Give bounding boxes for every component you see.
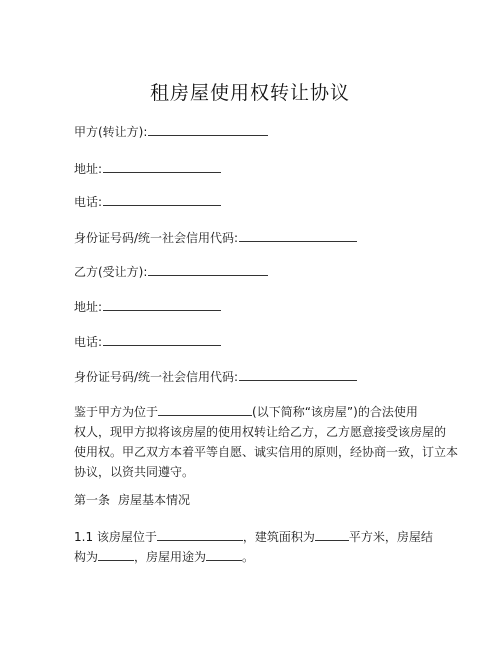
id-a-label: 身份证号码/统一社会信用代码: <box>74 231 239 245</box>
party-b-label: 乙方(受让方): <box>74 265 148 279</box>
address-b-label: 地址: <box>74 300 103 314</box>
id-a-field <box>74 230 357 246</box>
clause-line-1 <box>74 527 436 547</box>
article-heading: 房屋基本情况 <box>118 493 191 507</box>
preamble-paragraph <box>74 402 459 482</box>
clause-text: 平方米，房屋结 <box>348 530 433 544</box>
phone-a-field <box>74 194 221 210</box>
preamble-line-2 <box>74 422 447 442</box>
clause-text: 。 <box>242 550 255 564</box>
clause-line-2 <box>74 547 436 567</box>
preamble-line-3 <box>74 442 459 462</box>
party-a-label: 甲方(转让方): <box>74 125 148 139</box>
clause-text: 构为 <box>74 550 99 564</box>
usage-blank[interactable] <box>206 548 242 561</box>
phone-b-blank[interactable] <box>103 334 221 346</box>
address-b-blank[interactable] <box>103 299 221 311</box>
address-a-blank[interactable] <box>103 161 221 173</box>
preamble-text: 鉴于甲方为位于 <box>74 405 159 419</box>
phone-b-label: 电话: <box>74 335 103 349</box>
address-a-label: 地址: <box>74 162 103 176</box>
clause-1-1 <box>74 527 436 567</box>
preamble-text: 使用权。甲乙双方本着平等自愿、诚实信用的原则，经协商一致，订立本 <box>74 445 459 459</box>
party-b-field <box>74 264 268 280</box>
party-a-field <box>74 124 268 140</box>
address-b-field <box>74 299 221 315</box>
property-location-blank[interactable] <box>158 403 252 416</box>
preamble-text: 权人，现甲方拟将该房屋的使用权转让给乙方，乙方愿意接受该房屋的 <box>74 425 447 439</box>
location-blank[interactable] <box>157 528 243 541</box>
clause-text: 1.1 该房屋位于 <box>74 530 157 544</box>
phone-a-label: 电话: <box>74 195 103 209</box>
clause-text: ，房屋用途为 <box>134 550 207 564</box>
phone-b-field <box>74 334 221 350</box>
article-number: 第一条 <box>74 493 111 507</box>
preamble-line-1 <box>74 402 436 422</box>
structure-blank[interactable] <box>98 548 134 561</box>
article-1-heading <box>74 492 190 508</box>
party-b-blank[interactable] <box>148 264 268 276</box>
id-b-label: 身份证号码/统一社会信用代码: <box>74 370 239 384</box>
preamble-text: (以下简称“该房屋”)的合法使用 <box>252 405 418 419</box>
id-b-field <box>74 369 357 385</box>
area-blank[interactable] <box>315 528 349 541</box>
address-a-field <box>74 161 221 177</box>
clause-text: ，建筑面积为 <box>242 530 315 544</box>
id-b-blank[interactable] <box>239 369 357 381</box>
phone-a-blank[interactable] <box>103 194 221 206</box>
id-a-blank[interactable] <box>239 230 357 242</box>
preamble-text: 协议，以资共同遵守。 <box>74 465 195 479</box>
party-a-blank[interactable] <box>148 124 268 136</box>
preamble-line-4 <box>74 462 436 482</box>
document-title: 租房屋使用权转让协议 <box>149 82 350 104</box>
